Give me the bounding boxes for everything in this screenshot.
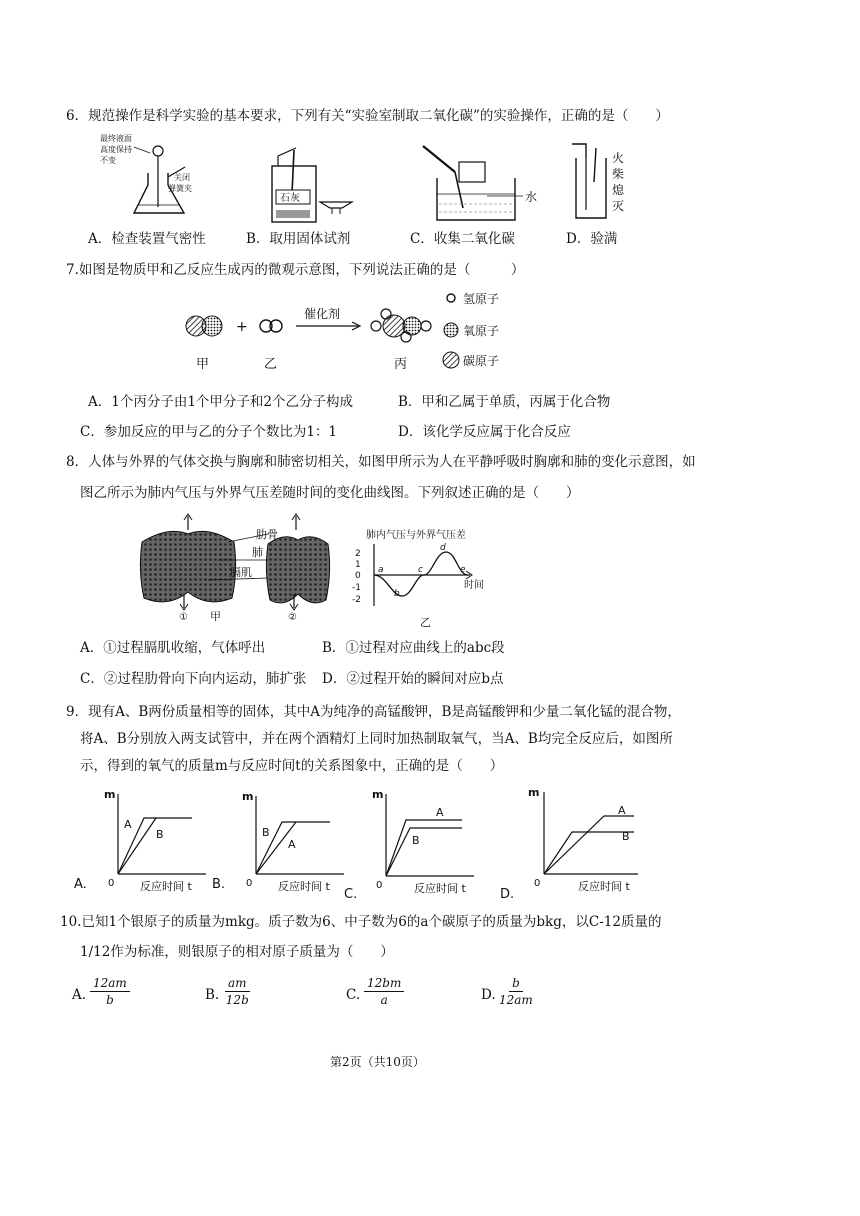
q10-option-d-fraction xyxy=(499,975,533,1008)
svg-text:A.: A. xyxy=(74,877,87,892)
q6-figure-a xyxy=(100,135,210,225)
q8-option-d: D．②过程开始的瞬间对应b点 xyxy=(322,671,504,687)
svg-text:C.: C. xyxy=(344,887,358,902)
svg-text:-1: -1 xyxy=(352,583,361,593)
svg-text:火: 火 xyxy=(612,151,625,165)
q10-option-b-label: B. xyxy=(205,987,220,1003)
svg-text:b: b xyxy=(394,589,400,599)
svg-text:反应时间 t: 反应时间 t xyxy=(278,880,330,893)
svg-text:m: m xyxy=(242,790,254,803)
svg-text:肋骨: 肋骨 xyxy=(256,528,278,541)
svg-text:氢原子: 氢原子 xyxy=(463,292,500,306)
svg-text:0: 0 xyxy=(355,571,361,581)
q6-figure-b xyxy=(268,138,358,228)
svg-text:D.: D. xyxy=(500,887,515,902)
q6-stem: 6．规范操作是科学实验的基本要求，下列有关“实验室制取二氧化碳”的实验操作，正确的是（ ） xyxy=(66,108,669,124)
svg-text:①: ① xyxy=(179,612,188,623)
svg-text:B.: B. xyxy=(212,877,226,892)
svg-text:1: 1 xyxy=(355,560,361,570)
svg-text:碳原子: 碳原子 xyxy=(463,354,500,368)
denominator: 12am xyxy=(499,993,533,1007)
svg-text:最终液面: 最终液面 xyxy=(100,134,132,143)
q6-figure-d xyxy=(566,138,636,228)
svg-text:时间: 时间 xyxy=(464,580,484,591)
numerator: b xyxy=(509,975,523,992)
svg-text:m: m xyxy=(528,786,540,799)
q9-graph-a xyxy=(70,788,210,898)
svg-text:A: A xyxy=(124,818,132,831)
q10-option-c-label: C. xyxy=(346,987,361,1003)
numerator: 12am xyxy=(90,975,130,992)
q8-option-b: B．①过程对应曲线上的abc段 xyxy=(322,640,505,656)
q6-option-b: B．取用固体试剂 xyxy=(246,231,351,247)
svg-text:柴: 柴 xyxy=(612,167,625,181)
svg-text:2: 2 xyxy=(355,549,361,559)
q9-stem-line-1: 9．现有A、B两份质量相等的固体，其中A为纯净的高锰酸钾，B是高锰酸钾和少量二氧化锰的混合物， xyxy=(66,704,681,720)
svg-text:0: 0 xyxy=(108,878,115,889)
q8-pressure-graph xyxy=(352,526,512,629)
q10-option-b-fraction xyxy=(225,975,250,1008)
svg-text:肺内气压与外界气压差: 肺内气压与外界气压差 xyxy=(366,530,466,541)
q10-option-c-fraction xyxy=(364,975,404,1008)
q10-option-a-fraction xyxy=(90,975,130,1008)
q8-figure-chest xyxy=(128,512,338,622)
q6-figure-c xyxy=(415,138,545,228)
svg-text:催化剂: 催化剂 xyxy=(304,307,341,321)
q7-legend xyxy=(443,288,553,368)
svg-text:B: B xyxy=(262,826,270,839)
svg-text:石灰: 石灰 xyxy=(280,193,300,204)
svg-text:-2: -2 xyxy=(352,595,361,605)
q8-option-a: A．①过程膈肌收缩，气体呼出 xyxy=(80,640,266,656)
q8-stem-line-2: 图乙所示为肺内气压与外界气压差随时间的变化曲线图。下列叙述正确的是（ ） xyxy=(80,485,580,501)
svg-text:甲: 甲 xyxy=(196,357,210,372)
q10-option-a-label: A. xyxy=(72,987,87,1003)
denominator: a xyxy=(380,993,388,1007)
q9-graph-c xyxy=(342,788,482,902)
svg-text:d: d xyxy=(440,543,446,553)
svg-text:0: 0 xyxy=(246,878,253,889)
denominator: b xyxy=(106,993,114,1007)
svg-text:m: m xyxy=(104,788,116,801)
svg-text:不变: 不变 xyxy=(100,156,116,165)
svg-text:+: + xyxy=(236,319,248,335)
numerator: 12bm xyxy=(364,975,404,992)
q9-stem-line-3: 示，得到的氧气的质量m与反应时间t的关系图象中，正确的是（ ） xyxy=(80,758,504,774)
svg-text:0: 0 xyxy=(376,880,383,891)
svg-text:B: B xyxy=(156,828,164,841)
svg-text:②: ② xyxy=(288,612,297,623)
svg-text:乙: 乙 xyxy=(264,357,278,372)
svg-text:B: B xyxy=(412,834,420,847)
numerator: am xyxy=(225,975,250,992)
svg-text:灭: 灭 xyxy=(612,199,625,213)
q7-stem: 7.如图是物质甲和乙反应生成丙的微观示意图，下列说法正确的是（ ） xyxy=(66,262,525,278)
page-number-footer: 第2页（共10页） xyxy=(330,1055,425,1069)
svg-text:膈肌: 膈肌 xyxy=(230,566,252,579)
q7-option-a: A．1个丙分子由1个甲分子和2个乙分子构成 xyxy=(88,394,354,410)
q8-option-c: C．②过程肋骨向下向内运动，肺扩张 xyxy=(80,671,307,687)
q7-option-c: C．参加反应的甲与乙的分子个数比为1：1 xyxy=(80,424,338,440)
q10-stem-line-2: 1/12作为标准，则银原子的相对原子质量为（ ） xyxy=(80,944,394,960)
svg-text:a: a xyxy=(378,565,384,575)
svg-text:氧原子: 氧原子 xyxy=(463,324,500,338)
svg-text:关闭: 关闭 xyxy=(174,173,190,182)
svg-text:m: m xyxy=(372,788,384,801)
svg-text:肺: 肺 xyxy=(252,546,263,559)
q9-graph-d xyxy=(498,786,648,902)
svg-text:反应时间 t: 反应时间 t xyxy=(578,880,630,893)
q10-option-d-label: D. xyxy=(481,987,496,1003)
svg-text:弹簧夹: 弹簧夹 xyxy=(168,184,192,193)
svg-text:高度保持: 高度保持 xyxy=(100,145,132,154)
q9-stem-line-2: 将A、B分别放入两支试管中，并在两个酒精灯上同时加热制取氧气，当A、B均完全反应后，如图所 xyxy=(80,731,673,747)
svg-text:e: e xyxy=(460,565,466,575)
svg-text:A: A xyxy=(436,806,444,819)
q7-option-b: B．甲和乙属于单质，丙属于化合物 xyxy=(398,394,611,410)
svg-text:B: B xyxy=(622,830,630,843)
svg-text:丙: 丙 xyxy=(394,357,408,372)
denominator: 12b xyxy=(225,993,249,1007)
q10-stem-line-1: 10.已知1个银原子的质量为mkg。质子数为6、中子数为6的a个碳原子的质量为bkg，以C-12质量的 xyxy=(60,914,662,930)
svg-text:A: A xyxy=(288,838,296,851)
q9-graph-b xyxy=(212,788,352,898)
svg-text:反应时间 t: 反应时间 t xyxy=(414,882,466,895)
q7-option-d: D．该化学反应属于化合反应 xyxy=(398,424,571,440)
q8-stem-line-1: 8．人体与外界的气体交换与胸廓和肺密切相关，如图甲所示为人在平静呼吸时胸廓和肺的变化示意图，如 xyxy=(66,454,696,470)
svg-text:熄: 熄 xyxy=(612,183,625,197)
svg-text:c: c xyxy=(418,565,423,575)
svg-text:A: A xyxy=(618,804,626,817)
svg-text:0: 0 xyxy=(534,878,541,889)
svg-text:反应时间 t: 反应时间 t xyxy=(140,880,192,893)
q6-option-c: C．收集二氧化碳 xyxy=(410,231,515,247)
q6-option-d: D．验满 xyxy=(566,231,618,247)
svg-text:乙: 乙 xyxy=(420,616,431,629)
q6-option-a: A．检查装置气密性 xyxy=(88,231,206,247)
svg-text:甲: 甲 xyxy=(210,610,221,623)
svg-text:水: 水 xyxy=(525,190,538,204)
